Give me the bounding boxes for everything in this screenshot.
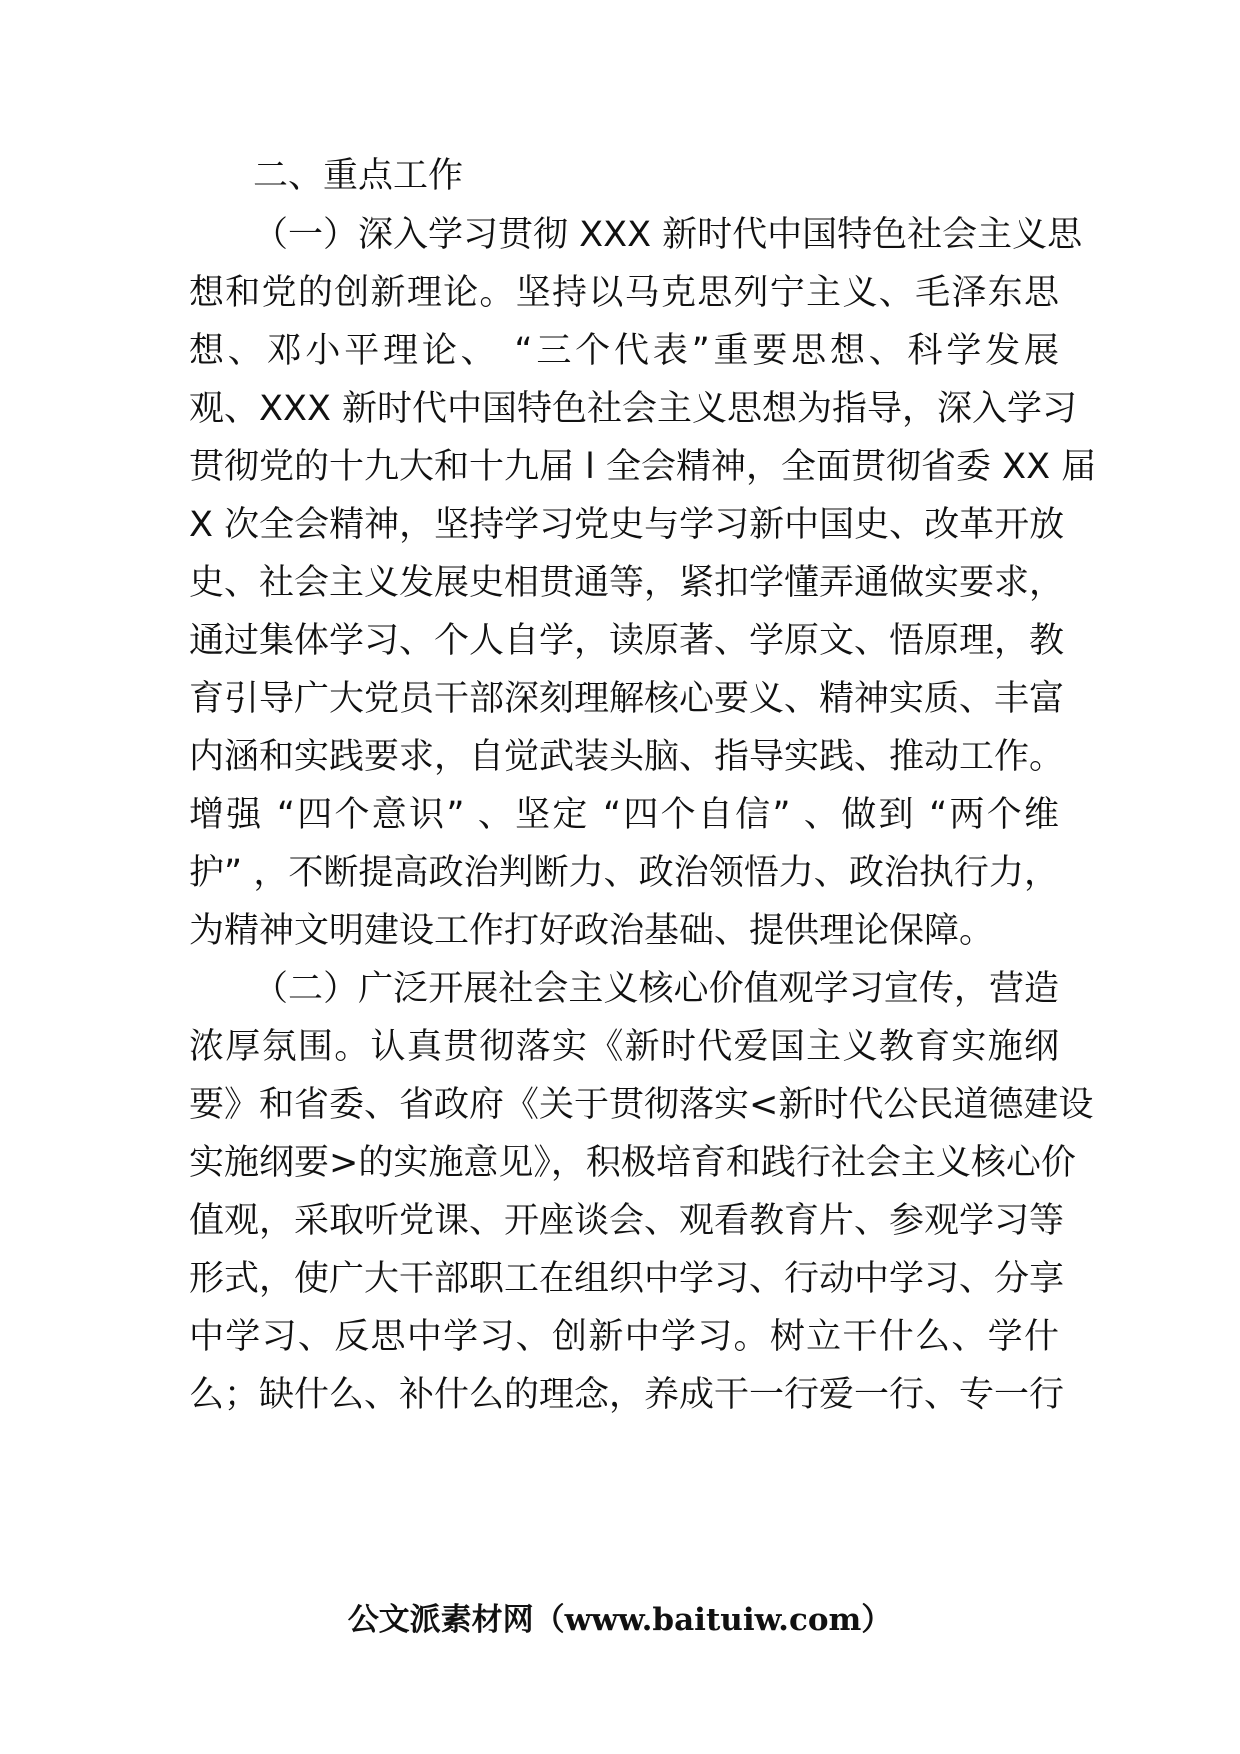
paragraph-line: 育引导广大党员干部深刻理解核心要义、精神实质、丰富 — [189, 679, 1065, 719]
paragraph-line: 为精神文明建设工作打好政治基础、提供理论保障。 — [189, 911, 995, 951]
paragraph-line: X 次全会精神，坚持学习党史与学习新中国史、改革开放 — [189, 505, 1065, 545]
paragraph-line: 通过集体学习、个人自学，读原著、学原文、悟原理，教 — [189, 621, 1065, 661]
paragraph-line: 形式，使广大干部职工在组织中学习、行动中学习、分享 — [189, 1259, 1065, 1299]
paragraph-line: 增强 “四个意识” 、坚定 “四个自信” 、做到 “两个维 — [189, 795, 1059, 835]
paragraph-line: 中学习、反思中学习、创新中学习。树立干什么、学什 — [189, 1317, 1059, 1357]
paragraph-line: 实施纲要>的实施意见》，积极培育和践行社会主义核心价 — [189, 1143, 1076, 1183]
paragraph-line: 浓厚氛围。认真贯彻落实《新时代爱国主义教育实施纲 — [189, 1027, 1059, 1067]
paragraph-line: 观、XXX 新时代中国特色社会主义思想为指导，深入学习 — [189, 389, 1078, 429]
paragraph-line: 内涵和实践要求，自觉武装头脑、指导实践、推动工作。 — [189, 737, 1065, 777]
paragraph-line: 想、邓小平理论、 “三个代表”重要思想、科学发展 — [189, 331, 1059, 371]
paragraph-line: 史、社会主义发展史相贯通等，紧扣学懂弄通做实要求， — [189, 563, 1065, 603]
paragraph-line: 要》和省委、省政府《关于贯彻落实<新时代公民道德建设 — [189, 1085, 1094, 1125]
paragraph-line: 么；缺什么、补什么的理念，养成干一行爱一行、专一行 — [189, 1375, 1065, 1415]
paragraph-line: （二）广泛开展社会主义核心价值观学习宣传，营造 — [253, 969, 1059, 1009]
paragraph-line: 贯彻党的十九大和十九届 l 全会精神，全面贯彻省委 XX 届 — [189, 447, 1097, 487]
paragraph-line: 值观，采取听党课、开座谈会、观看教育片、参观学习等 — [189, 1201, 1065, 1241]
paragraph-line: 护” ，不断提高政治判断力、政治领悟力、政治执行力， — [189, 853, 1059, 893]
footer-source-text: 公文派素材网（www.baituiw.com） — [347, 1602, 893, 1638]
paragraph-line: 想和党的创新理论。坚持以马克思列宁主义、毛泽东思 — [189, 273, 1059, 313]
paragraph-line: （一）深入学习贯彻 XXX 新时代中国特色社会主义思 — [253, 215, 1083, 255]
section-heading: 二、重点工作 — [253, 156, 464, 196]
